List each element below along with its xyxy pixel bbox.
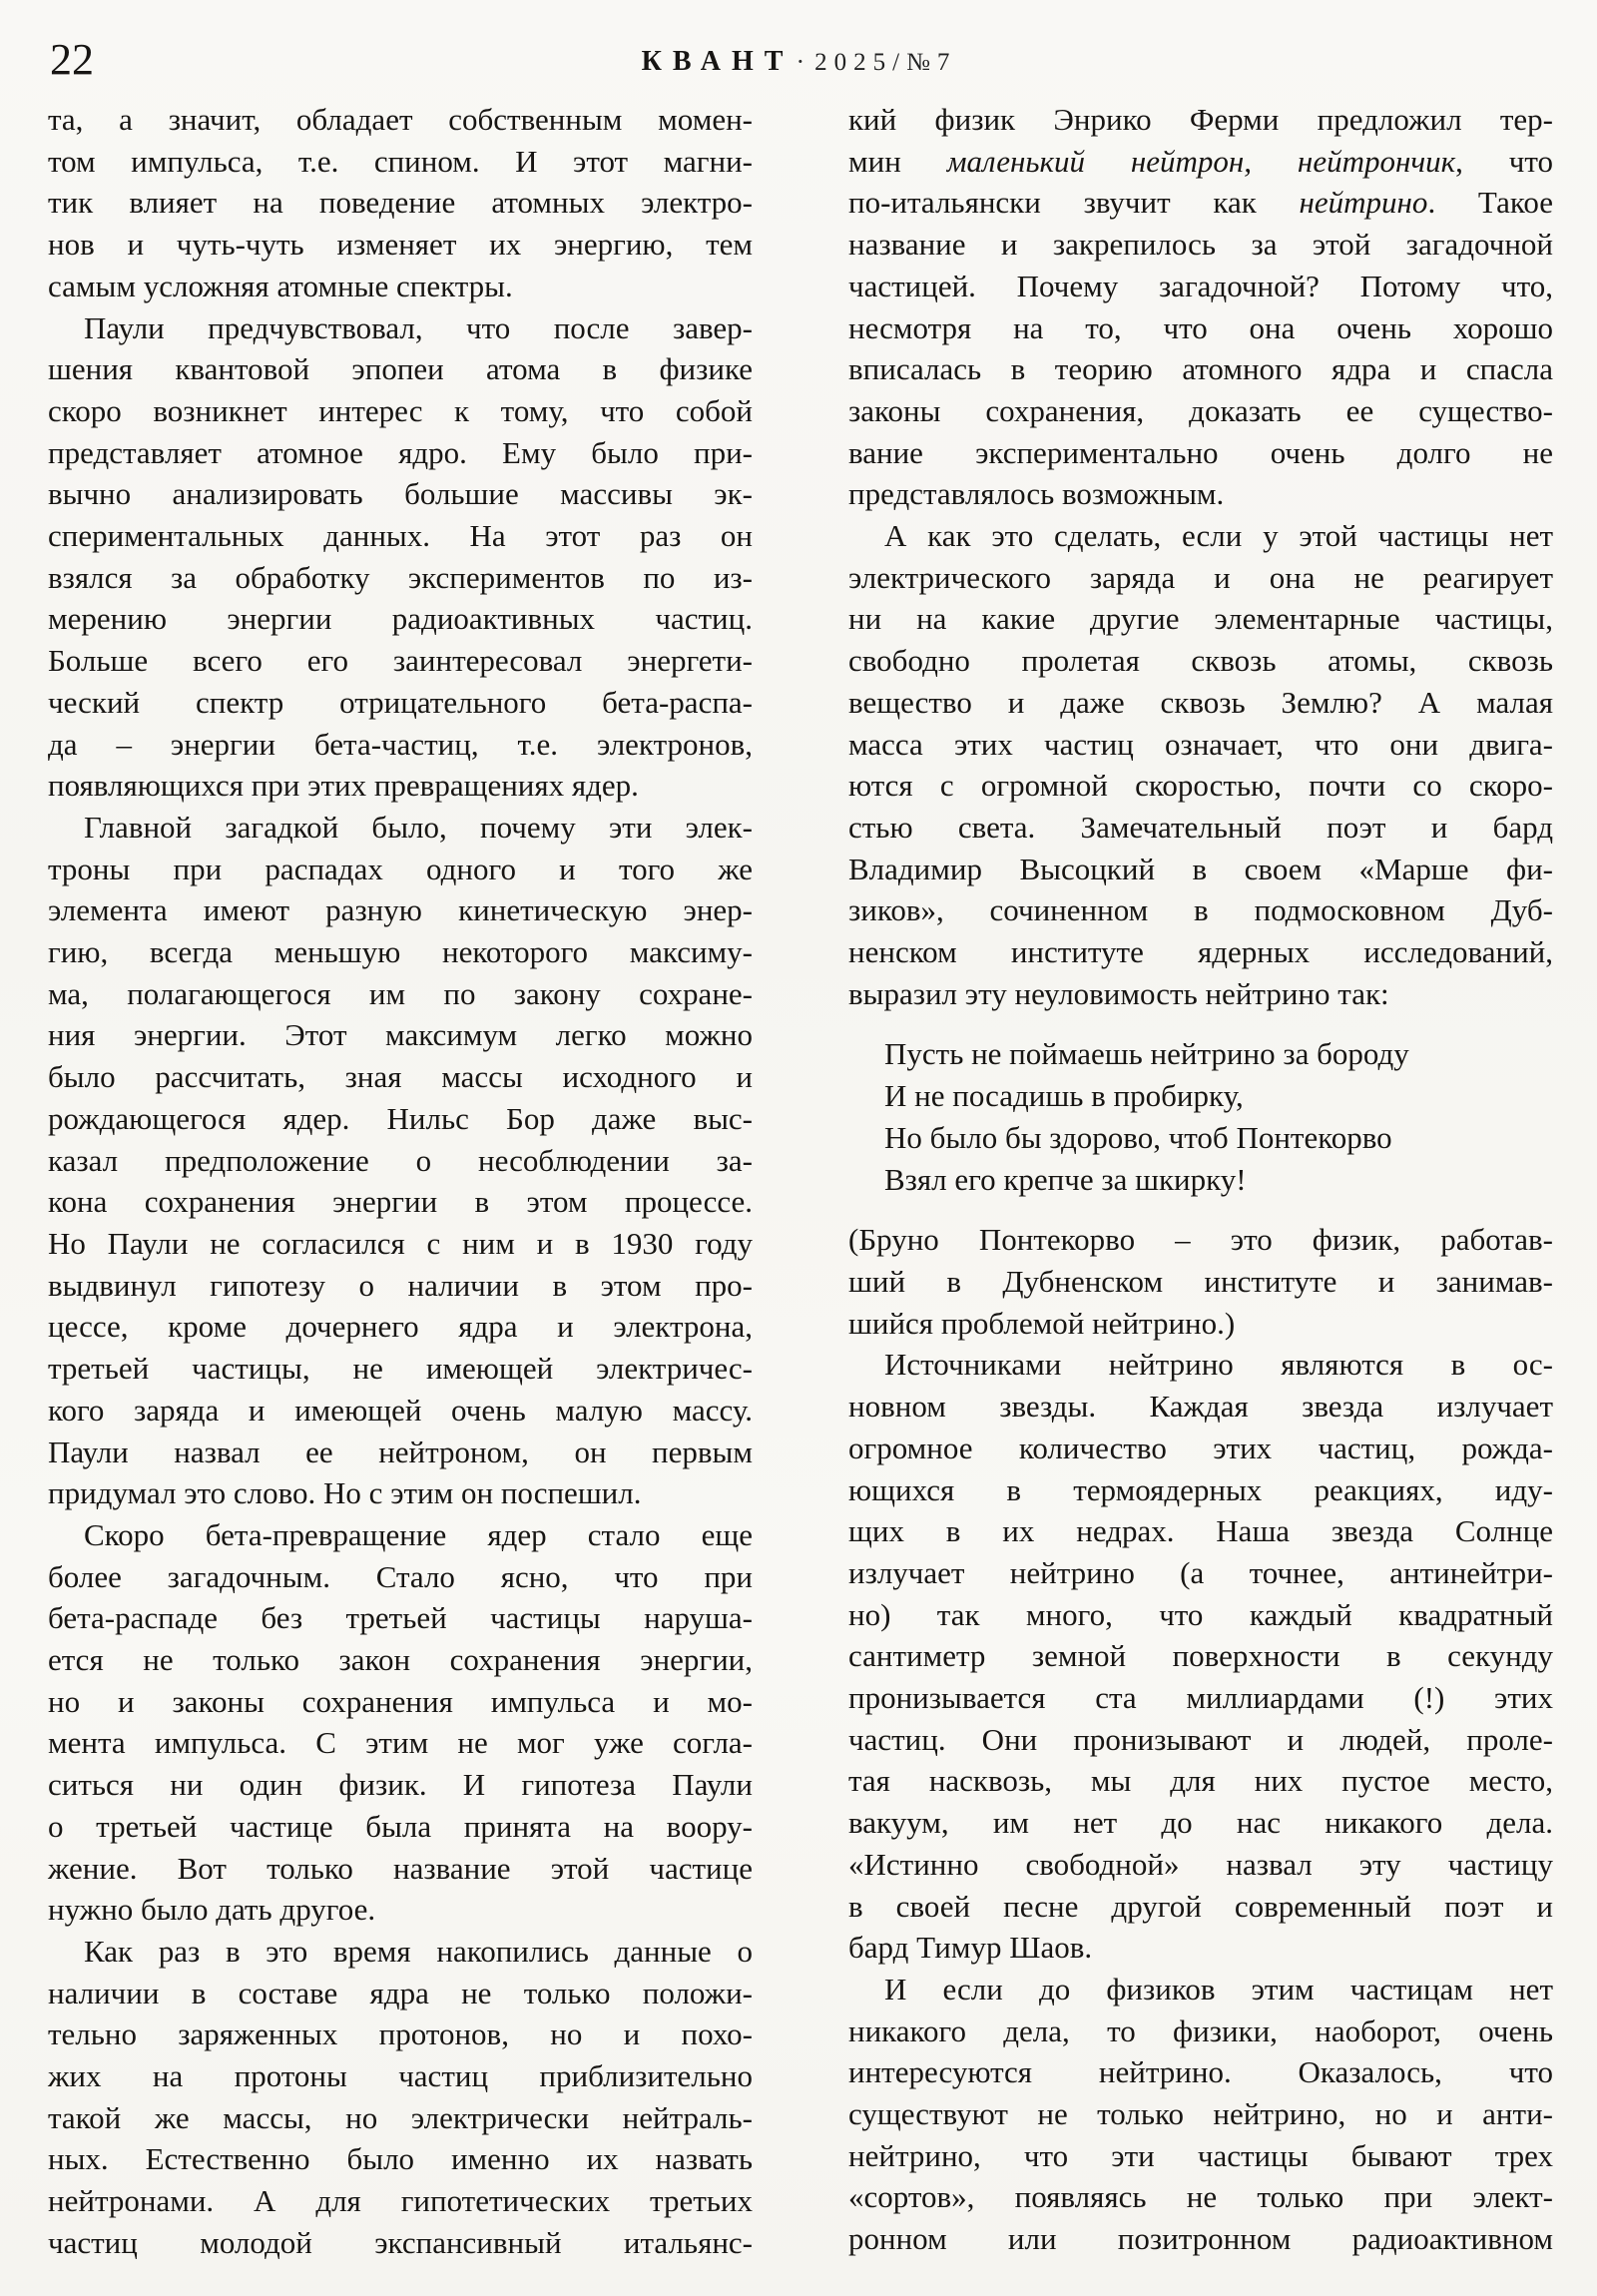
text-line: было рассчитать, зная массы исходного и <box>48 1059 753 1095</box>
text-line: Взял его крепче за шкирку! <box>884 1161 1247 1197</box>
text-line: (Бруно Понтекорво – это физик, работав- <box>848 1222 1553 1258</box>
text-line: Больше всего его заинтересовал энергети- <box>48 643 753 679</box>
text-line: придумал это слово. Но с этим он поспешил. <box>48 1475 642 1511</box>
paragraph <box>48 1931 753 2264</box>
text-line: частиц. Они пронизывают и людей, проле- <box>848 1721 1553 1757</box>
text-line: жих на протоны частиц приблизительно <box>48 2058 753 2094</box>
text-line: нейтронами. А для гипотетических третьих <box>48 2183 753 2219</box>
text-line: троны при распадах одного и того же <box>48 851 753 886</box>
text-line: представляет атомное ядро. Ему было при- <box>48 434 753 470</box>
paragraph <box>48 807 753 1514</box>
text-line: излучает нейтрино (а точнее, антинейтри- <box>848 1554 1553 1590</box>
text-line: зиков», сочиненном в подмосковном Дуб- <box>848 892 1553 928</box>
text-line: тельно заряженных протонов, но и похо- <box>48 2016 753 2052</box>
text-line: Источниками нейтрино являются в ос- <box>884 1347 1553 1383</box>
text-line: существуют не только нейтрино, но и анти- <box>848 2096 1553 2132</box>
text-line: о третьей частице была принята на воору- <box>48 1808 753 1844</box>
columns-container <box>48 99 1553 2264</box>
text-line: ется не только закон сохранения энергии, <box>48 1642 753 1678</box>
text-line: появляющихся при этих превращениях ядер. <box>48 768 639 804</box>
text-line: по-итальянски звучит как нейтрино. Такое <box>848 185 1553 221</box>
paragraph <box>48 99 753 307</box>
text-line: выразил эту неуловимость нейтрино так: <box>848 975 1389 1011</box>
text-line: жение. Вот только название этой частице <box>48 1850 753 1886</box>
paragraph <box>848 515 1553 1014</box>
text-line: ния энергии. Этот максимум легко можно <box>48 1017 753 1053</box>
text-line: наличии в составе ядра не только положи- <box>48 1975 753 2010</box>
text-line: ший в Дубненском институте и занимав- <box>848 1263 1553 1299</box>
text-line: кона сохранения энергии в этом процессе. <box>48 1184 753 1220</box>
column-left <box>48 99 753 2264</box>
text-line: ются с огромной скоростью, почти со скоро- <box>848 768 1553 804</box>
text-line: скоро возникнет интерес к тому, что собой <box>48 392 753 428</box>
paragraph <box>48 307 753 807</box>
text-line: элемента имеют разную кинетическую энер- <box>48 892 753 928</box>
text-line: Скоро бета-превращение ядер стало еще <box>84 1516 753 1552</box>
issue-number: 2025/№7 <box>814 49 957 76</box>
page-number: 22 <box>50 35 94 84</box>
text-line: бета-распаде без третьей частицы наруша- <box>48 1600 753 1636</box>
text-line: А как это сделать, если у этой частицы нет <box>884 518 1553 554</box>
text-line: ронном или позитронном радиоактивном <box>848 2221 1553 2257</box>
text-line: ческий спектр отрицательного бета-распа- <box>48 684 753 720</box>
text-line: казал предположение о несоблюдении за- <box>48 1142 753 1178</box>
text-line: Но было бы здорово, чтоб Понтекорво <box>884 1119 1392 1155</box>
paragraph <box>848 1969 1553 2260</box>
text-line: «Истинно свободной» назвал эту частицу <box>848 1846 1553 1882</box>
text-line: взялся за обработку экспериментов по из- <box>48 559 753 595</box>
text-line: ма, полагающегося им по закону сохране- <box>48 975 753 1011</box>
text-line: Как раз в это время накопились данные о <box>84 1933 753 1969</box>
text-line: Но Паули не согласился с ним и в 1930 году <box>48 1225 753 1261</box>
text-line: в своей песне другой современный поэт и <box>848 1888 1553 1924</box>
text-line: Владимир Высоцкий в своем «Марше фи- <box>848 851 1553 886</box>
text-line: ситься ни один физик. И гипотеза Паули <box>48 1767 753 1803</box>
text-line: шения квантовой эпопеи атома в физике <box>48 351 753 387</box>
text-line: мента импульса. С этим не мог уже согла- <box>48 1725 753 1761</box>
text-line: мин маленький нейтрон, нейтрончик, что <box>848 143 1554 179</box>
column-right <box>848 99 1553 2264</box>
separator-dot: · <box>796 47 805 76</box>
text-line: но) так много, что каждый квадратный <box>848 1596 1553 1632</box>
text-line: такой же массы, но электрически нейтраль- <box>48 2099 753 2135</box>
text-line: но и законы сохранения импульса и мо- <box>48 1683 753 1719</box>
text-line: выдвинул гипотезу о наличии в этом про- <box>48 1267 753 1303</box>
text-line: частиц молодой экспансивный итальянс- <box>48 2224 753 2260</box>
text-line: нужно было дать другое. <box>48 1892 376 1928</box>
text-line: ни на какие другие элементарные частицы, <box>848 601 1553 637</box>
text-line: нов и чуть-чуть изменяет их энергию, тем <box>48 227 753 263</box>
paragraph <box>48 1514 753 1931</box>
paragraph <box>848 1344 1553 1969</box>
text-line: ных. Естественно было именно их назвать <box>48 2141 753 2177</box>
text-line: вычно анализировать большие массивы эк- <box>48 476 753 512</box>
text-line: И если до физиков этим частицам нет <box>884 1971 1553 2007</box>
text-line: вакуум, им нет до нас никакого дела. <box>848 1805 1553 1841</box>
text-line: кий физик Энрико Ферми предложил тер- <box>848 102 1553 137</box>
text-line: Пусть не поймаешь нейтрино за бороду <box>884 1036 1409 1072</box>
text-line: сантиметр земной поверхности в секунду <box>848 1638 1553 1674</box>
text-line: мерению энергии радиоактивных частиц. <box>48 601 753 637</box>
text-line: масса этих частиц означает, что они двига- <box>848 726 1553 762</box>
text-line: том импульса, т.е. спином. И этот магни- <box>48 143 753 179</box>
text-line: ющихся в термоядерных реакциях, иду- <box>848 1471 1553 1507</box>
text-line: свободно пролетая сквозь атомы, сквозь <box>848 643 1553 679</box>
text-line: никакого дела, то физики, наоборот, очень <box>848 2012 1553 2048</box>
text-line: да – энергии бета-частиц, т.е. электронов, <box>48 726 753 762</box>
text-line: рождающегося ядер. Нильс Бор даже выс- <box>48 1100 753 1136</box>
text-line: Главной загадкой было, почему эти элек- <box>84 809 753 845</box>
text-line: «сортов», появляясь не только при элект- <box>848 2179 1553 2215</box>
text-line: вписалась в теорию атомного ядра и спасла <box>848 351 1553 387</box>
text-line: название и закрепилось за этой загадочной <box>848 227 1553 263</box>
text-line: гию, всегда меньшую некоторого максиму- <box>48 934 753 970</box>
text-line: вещество и даже сквозь Землю? А малая <box>848 684 1553 720</box>
text-line: стью света. Замечательный поэт и бард <box>848 809 1553 845</box>
page-header <box>48 34 1550 90</box>
text-line: огромное количество этих частиц, рожда- <box>848 1430 1553 1465</box>
text-line: та, а значит, обладает собственным момен- <box>48 102 753 137</box>
text-line: пронизывается ста миллиардами (!) этих <box>848 1680 1553 1716</box>
text-line: несмотря на то, что она очень хорошо <box>848 309 1553 345</box>
text-line: представлялось возможным. <box>848 476 1225 512</box>
text-line: интересуются нейтрино. Оказалось, что <box>848 2054 1553 2090</box>
text-line: новном звезды. Каждая звезда излучает <box>848 1389 1553 1425</box>
text-line: ненском институте ядерных исследований, <box>848 934 1553 970</box>
text-line: частицей. Почему загадочной? Потому что, <box>848 268 1553 303</box>
text-line: цессе, кроме дочернего ядра и электрона, <box>48 1309 753 1345</box>
text-line: И не посадишь в пробирку, <box>884 1078 1244 1114</box>
text-line: более загадочным. Стало ясно, что при <box>48 1558 753 1594</box>
text-line: третьей частицы, не имеющей электричес- <box>48 1351 753 1387</box>
text-line: самым усложняя атомные спектры. <box>48 268 513 303</box>
paragraph <box>848 1219 1553 1344</box>
text-line: щих в их недрах. Наша звезда Солнце <box>848 1513 1553 1549</box>
text-line: кого заряда и имеющей очень малую массу. <box>48 1392 753 1428</box>
text-line: Паули предчувствовал, что после завер- <box>84 309 753 345</box>
text-line: бард Тимур Шаов. <box>848 1930 1093 1966</box>
verse-block <box>884 1033 1553 1200</box>
text-line: электрического заряда и она не реагирует <box>848 559 1553 595</box>
text-line: шийся проблемой нейтрино.) <box>848 1305 1236 1341</box>
text-line: тик влияет на поведение атомных электро- <box>48 185 753 221</box>
paragraph <box>848 99 1553 515</box>
running-title <box>48 46 1550 78</box>
text-line: законы сохранения, доказать ее существо- <box>848 392 1553 428</box>
text-line: спериментальных данных. На этот раз он <box>48 518 753 554</box>
text-line: тая насквозь, мы для них пустое место, <box>848 1763 1553 1799</box>
text-line: Паули назвал ее нейтроном, он первым <box>48 1434 753 1469</box>
text-line: вание экспериментально очень долго не <box>848 434 1553 470</box>
text-line: нейтрино, что эти частицы бывают трех <box>848 2137 1553 2173</box>
journal-title: КВАНТ <box>641 46 795 77</box>
